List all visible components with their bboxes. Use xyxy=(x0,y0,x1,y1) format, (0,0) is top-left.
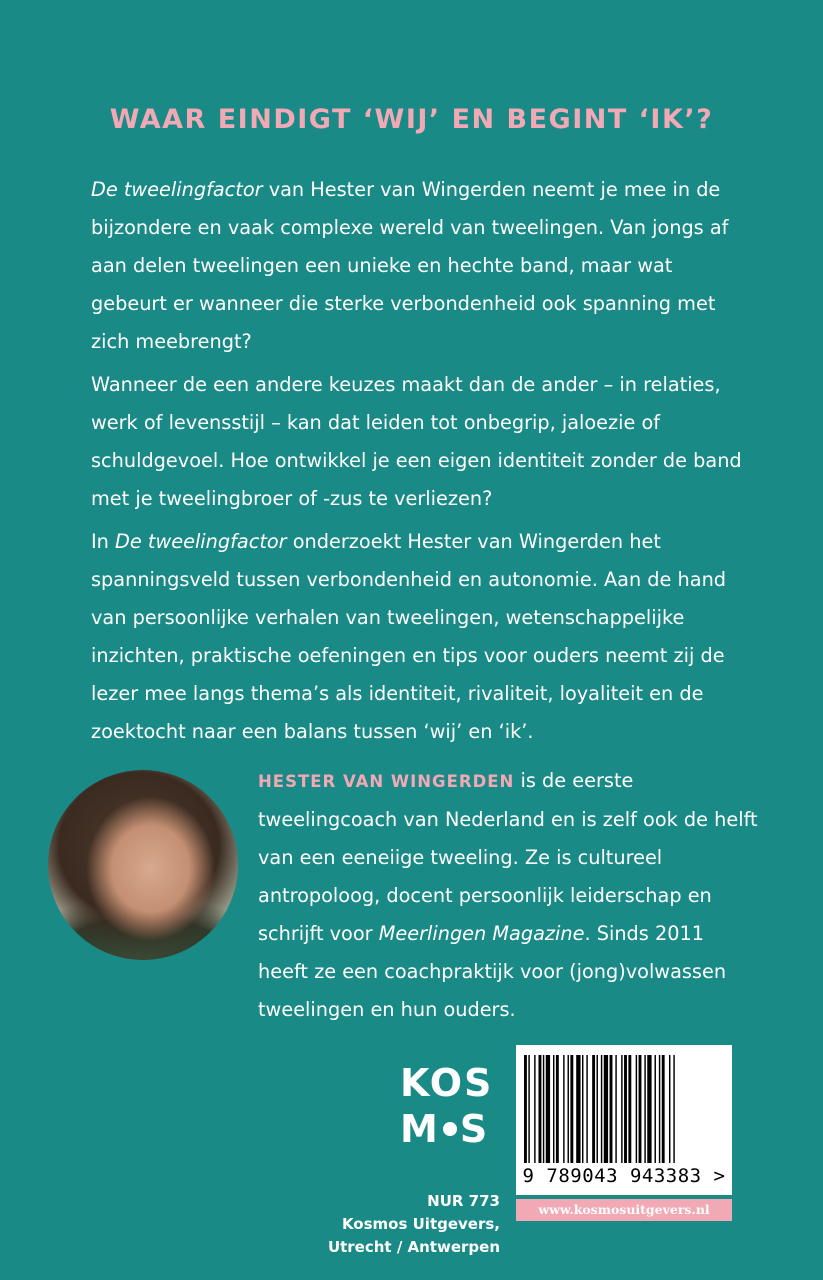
author-name: HESTER VAN WINGERDEN xyxy=(258,772,515,791)
barcode-bar xyxy=(615,1055,616,1163)
nur-code: NUR 773 xyxy=(427,1192,500,1210)
publisher-location: Utrecht / Antwerpen xyxy=(327,1238,500,1256)
barcode-bar xyxy=(604,1055,608,1163)
barcode-bar xyxy=(582,1055,583,1163)
barcode-bar xyxy=(546,1055,550,1163)
logo-line-2 xyxy=(400,1106,500,1152)
publisher-info xyxy=(300,1190,500,1259)
barcode-bar xyxy=(524,1055,527,1163)
barcode-bar xyxy=(628,1055,631,1163)
barcode-bar xyxy=(662,1055,665,1163)
publisher-logo xyxy=(400,1060,500,1152)
barcode-bar xyxy=(636,1055,637,1163)
barcode-bar xyxy=(624,1055,627,1163)
publisher-name: Kosmos Uitgevers, xyxy=(341,1215,500,1233)
logo-letter-s: S xyxy=(459,1107,490,1151)
barcode-bar xyxy=(539,1055,542,1163)
paragraph-third-prefix: In xyxy=(91,530,116,553)
barcode-bars xyxy=(524,1055,724,1163)
author-bio-text-2: . Sinds 2011 heeft ze een coachpraktijk voor (jong)volwassen tweelingen en hun ouders. xyxy=(258,922,727,1021)
book-title: De tweelingfactor xyxy=(115,530,287,553)
barcode xyxy=(516,1045,732,1195)
barcode-bar xyxy=(610,1055,613,1163)
magazine-title: Meerlingen Magazine xyxy=(378,922,585,945)
barcode-bar xyxy=(621,1055,622,1163)
barcode-bar xyxy=(655,1055,656,1163)
barcode-bar xyxy=(639,1055,642,1163)
logo-letter-m: M xyxy=(400,1107,440,1151)
barcode-bar xyxy=(528,1055,529,1163)
author-photo xyxy=(48,770,238,960)
headline: WAAR EINDIGT ‘WIJ’ EN BEGINT ‘IK’? xyxy=(109,104,714,135)
barcode-bar xyxy=(673,1055,674,1163)
barcode-bar xyxy=(563,1055,564,1163)
paragraph-intro xyxy=(91,171,751,361)
website-url: www.kosmosuitgevers.nl xyxy=(516,1199,732,1221)
barcode-bar xyxy=(659,1055,660,1163)
barcode-bar xyxy=(543,1055,544,1163)
barcode-bar xyxy=(669,1055,670,1163)
barcode-bar xyxy=(534,1055,535,1163)
logo-line-1: KOS xyxy=(400,1061,494,1105)
isbn-number: 9 789043 943383 > xyxy=(522,1165,726,1187)
author-bio xyxy=(258,762,758,1029)
author-bio-text-1: is de eerste tweelingcoach van Nederland en is zelf ook de helft van een eeneiige tweeling. Ze is cultureel antropoloog, docent persoonlijk leiderschap en schrijft voor xyxy=(258,769,758,945)
barcode-bar xyxy=(592,1055,595,1163)
paragraph-second: Wanneer de een andere keuzes maakt dan de ander – in relaties, werk of levensstijl – kan dat leiden tot onbegrip, jaloezie of schuldgevoel. Hoe ontwikkel je een eigen identiteit zonder de band met je tweelingbroer of -zus te verliezen? xyxy=(91,373,742,510)
barcode-bar xyxy=(570,1055,573,1163)
barcode-bar xyxy=(576,1055,580,1163)
barcode-bar xyxy=(556,1055,559,1163)
paragraph-third xyxy=(91,523,751,751)
barcode-bar xyxy=(647,1055,651,1163)
barcode-bar xyxy=(553,1055,554,1163)
barcode-bar xyxy=(597,1055,598,1163)
paragraph-intro-text: van Hester van Wingerden neemt je mee in de bijzondere en vaak complexe wereld van tweelingen. Van jongs af aan delen tweelingen een unieke en hechte band, maar wat gebeurt er wanneer die sterke verbondenheid ook spanning met zich meebrengt? xyxy=(91,178,729,353)
barcode-bar xyxy=(586,1055,587,1163)
paragraph-third-text: onderzoekt Hester van Wingerden het spanningsveld tussen verbondenheid en autonomie. Aan de hand van persoonlijke verhalen van tweelingen, wetenschappelijke inzichten, praktische oefeningen en tips voor ouders neemt zij de lezer mee langs thema’s als identiteit, rivaliteit, loyaliteit en de zoektocht naar een balans tussen ‘wij’ en ‘ik’. xyxy=(91,530,727,743)
book-title: De tweelingfactor xyxy=(91,178,263,201)
logo-dot-icon xyxy=(443,1122,457,1136)
barcode-bar xyxy=(568,1055,569,1163)
barcode-bar xyxy=(601,1055,602,1163)
barcode-bar xyxy=(644,1055,645,1163)
